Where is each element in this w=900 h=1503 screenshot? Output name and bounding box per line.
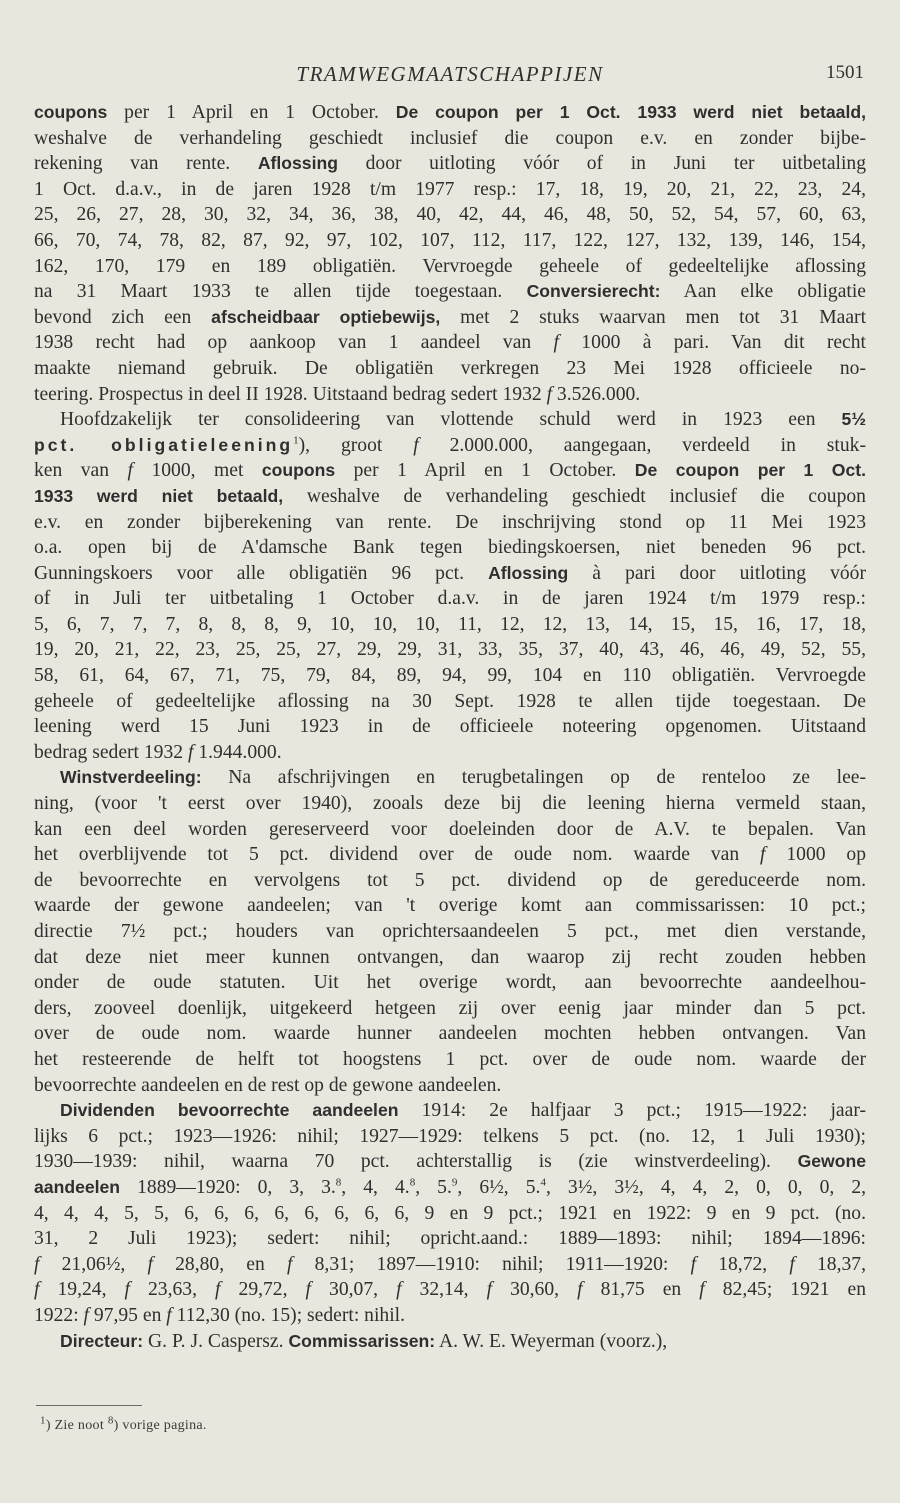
text-run: 1000 op [765,844,867,866]
florin-sign: f [34,1253,40,1275]
text-line [34,100,866,126]
text-line [34,1175,866,1201]
bold-term: Conversierecht: [526,281,661,302]
text-line [34,586,866,612]
text-run: 1000, met [132,460,262,482]
text-run: 1.944.000. [193,741,282,763]
text-line [34,740,866,766]
text-line [34,228,866,254]
text-line [34,1277,866,1303]
bold-term: Commissarissen: [288,1330,436,1351]
bold-term: coupons [34,102,108,122]
text-run: 29,72, [220,1279,306,1301]
text-line [34,126,866,152]
florin-sign: f [789,1253,795,1275]
text-line [34,177,866,203]
florin-sign: f [187,741,194,763]
text-run: o.a. open bij de A'damsche Bank tegen biedingskoersen, niet beneden 96 pct. [34,537,866,559]
text-run: 4, 4, 4, 5, 5, 6, 6, 6, 6, 6, 6, 6, 6, 9 en 9 pct.; 1921 en 1922: 9 en 9 pct. (no. [34,1202,866,1224]
footnote-text: ) Zie noot [45,1418,108,1433]
florin-sign: f [690,1253,697,1275]
text-run: weshalve de verhandeling geschiedt inclusief die coupon [283,485,866,507]
text-run: 32,14, [401,1279,487,1301]
florin-sign: f [577,1279,583,1301]
text-run: Gunningskoers voor alle obligatiën 96 pct. [34,562,489,584]
paragraph [34,765,866,1098]
footnote-tail: ) vorige pagina. [113,1418,207,1433]
florin-sign: f [553,332,559,354]
text-run: 81,75 en [582,1279,700,1301]
text-line [34,637,866,663]
text-line [34,356,866,382]
text-run: na 31 Maart 1933 te allen tijde toegestaan. [34,281,527,303]
footnote-marker: 1 [40,1414,46,1427]
text-run: 58, 61, 64, 67, 71, 75, 79, 84, 89, 94, 99, 104 en 110 obligatiën. Vervroegde [34,665,866,687]
text-run: lijks 6 pct.; 1923—1926: nihil; 1927—1929: telkens 5 pct. (no. 12, 1 Juli 1930); [34,1125,866,1147]
text-line [34,151,866,177]
florin-sign: f [215,1279,221,1301]
florin-sign: f [83,1304,89,1326]
text-run: teering. Prospectus in deel II 1928. Uitstaand bedrag sedert 1932 [34,383,547,405]
paragraph [34,407,866,765]
text-line [34,510,866,536]
text-line [34,1329,866,1355]
text-line [34,612,866,638]
text-run: ning, (voor 't eerst over 1940), zooals deze bij die leening hierna vermeld staan, [34,793,866,815]
text-run: of in Juli ter uitbetaling 1 October d.a.v. in de jaren 1924 t/m 1979 resp.: [34,588,866,610]
text-line [34,868,866,894]
text-run: , 6½, 5. [457,1176,541,1198]
florin-sign: f [760,844,766,866]
florin-sign: f [127,460,133,482]
text-line [34,407,866,433]
page-header [0,58,900,92]
bold-term: De coupon per 1 Oct. [634,460,866,481]
superscript: 4 [540,1176,546,1189]
text-run: 23,63, [129,1279,216,1301]
text-run: 2.000.000, aangegaan, verdeeld in stuk- [418,434,866,456]
running-title: TRAMWEGMAATSCHAPPIJEN [296,62,604,86]
text-line [34,254,866,280]
text-line [34,1073,866,1099]
text-line [34,817,866,843]
text-run: 25, 26, 27, 28, 30, 32, 34, 36, 38, 40, 42, 44, 46, 48, 50, 52, 54, 57, 60, 63, [34,204,866,226]
text-run: waarde der gewone aandeelen; van 't overige komt aan commissarissen: 10 pct.; [34,895,866,917]
text-line [34,1047,866,1073]
text-run: 5, 6, 7, 7, 7, 8, 8, 8, 9, 10, 10, 10, 11, 12, 12, 13, 14, 15, 15, 16, 17, 18, [34,613,866,635]
text-run: 162, 170, 179 en 189 obligatiën. Vervroegde geheele of gedeeltelijke aflossing [34,255,866,277]
text-run: 66, 70, 74, 78, 82, 87, 92, 97, 102, 107, 112, 117, 122, 127, 132, 139, 146, 154, [34,229,866,251]
text-line [34,919,866,945]
florin-sign: f [699,1279,705,1301]
florin-sign: f [147,1253,153,1275]
text-line [34,1303,866,1329]
text-run: 1889—1920: 0, 3, 3. [120,1176,336,1198]
text-run: 1000 à pari. Van dit recht [558,332,866,354]
paragraph [34,1329,866,1355]
text-run: ders, zooveel doenlijk, uitgekeerd hetgeen zij over eenig jaar minder dan 5 pct. [34,997,866,1019]
text-run: kan een deel worden gereserveerd voor doeleinden door de A.V. te bepalen. Van [34,818,866,840]
florin-sign: f [396,1279,402,1301]
text-run: bevond zich een [34,306,212,328]
text-run: 112,30 (no. 15); sedert: nihil. [171,1304,405,1326]
spaced-term: pct. obligatieleening [34,434,294,455]
text-line [34,893,866,919]
text-line [34,202,866,228]
text-line [34,842,866,868]
text-run: G. P. J. Caspersz. [143,1330,289,1352]
florin-sign: f [305,1279,311,1301]
text-run: Aan elke obligatie [660,281,866,303]
text-run: 19,24, [39,1279,125,1301]
footnote [40,1414,207,1434]
bold-term: Gewone [797,1151,866,1172]
text-run: directie 7½ pct.; houders van oprichtersaandeelen 5 pct., met dien verstande, [34,921,866,942]
text-run: à pari door uitloting vóór [568,562,866,584]
text-run: 1 Oct. d.a.v., in de jaren 1928 t/m 1977 resp.: 17, 18, 19, 20, 21, 22, 23, 24, [34,178,866,200]
bold-term: coupons [261,460,336,481]
florin-sign: f [34,1279,40,1301]
text-run: leening werd 15 Juni 1923 in de officieele noteering opgenomen. Uitstaand [34,716,866,738]
text-line [34,1201,866,1227]
text-run: 19, 20, 21, 22, 23, 25, 25, 27, 29, 29, 31, 33, 35, 37, 40, 43, 46, 46, 49, 52, 55, [34,639,866,661]
text-run: 21,06½, [39,1253,148,1275]
text-line [34,458,866,484]
bold-term: De coupon per 1 Oct. 1933 werd niet betaald, [395,102,866,122]
text-run: 8,31; 1897—1910: nihil; 1911—1920: [292,1253,691,1275]
superscript: 1 [293,434,299,447]
text-line [34,689,866,715]
text-run: 18,72, [696,1253,790,1275]
text-line [34,1252,866,1278]
text-line [34,1098,866,1124]
text-line [34,484,866,510]
text-run: , 5. [415,1176,452,1198]
bold-term: Directeur: [60,1330,144,1351]
text-line [34,765,866,791]
text-run: maakte niemand gebruik. De obligatiën verkregen 23 Mei 1928 officieele no- [34,357,866,379]
text-run: e.v. en zonder bijberekening van rente. De inschrijving stond op 11 Mei 1923 [34,511,866,533]
text-run: ), groot [298,434,414,456]
florin-sign: f [413,434,419,456]
text-line [34,382,866,408]
text-run: 82,45; 1921 en [704,1279,867,1301]
text-line [34,1021,866,1047]
text-run: geheele of gedeeltelijke aflossing na 30 Sept. 1928 te allen tijde toegestaan. De [34,690,866,712]
text-run: de bevoorrechte en vervolgens tot 5 pct. dividend op de gereduceerde nom. [34,869,866,891]
text-line [34,996,866,1022]
superscript: 8 [335,1176,342,1189]
text-run: Na afschrijvingen en terugbetalingen op de renteloo ze lee- [201,767,866,789]
florin-sign: f [286,1253,293,1275]
text-run: 31, 2 Juli 1923); sedert: nihil; opricht.aand.: 1889—1893: nihil; 1894—1896: [34,1228,866,1250]
text-line [34,330,866,356]
text-run: per 1 April en 1 October. [335,460,635,482]
florin-sign: f [546,383,553,405]
text-run: 30,07, [311,1279,397,1301]
bold-term: afscheidbaar optiebewijs, [211,306,441,327]
footnote-ref: 8 [107,1414,114,1427]
footnote-divider [36,1405,142,1406]
text-run: onder de oude statuten. Uit het overige wordt, aan bevoorrechte aandeelhou- [34,972,866,994]
text-run: 18,37, [794,1253,866,1275]
text-line [34,791,866,817]
text-line [34,1149,866,1175]
text-line [34,279,866,305]
text-run: 1922: [34,1304,84,1326]
text-run: 30,60, [492,1279,578,1301]
text-run: bevoorrechte aandeelen en de rest op de gewone aandeelen. [34,1074,502,1096]
florin-sign: f [124,1279,130,1301]
text-line [34,433,866,459]
paragraph [34,100,866,407]
bold-term: Dividenden bevoorrechte aandeelen [60,1100,399,1121]
text-run: Hoofdzakelijk ter consolideering van vlottende schuld werd in 1923 een [60,409,842,431]
text-line [34,561,866,587]
text-run: rekening van rente. [34,153,258,175]
text-run: het resteerende de helft tot hoogstens 1 pct. over de oude nom. waarde der [34,1048,866,1070]
bold-term: Aflossing [257,153,338,174]
text-run: , 4, 4. [341,1176,410,1198]
text-run: A. W. E. Weyerman (voorz.), [435,1330,668,1352]
text-run: 97,95 en [88,1304,167,1326]
text-run: over de oude nom. waarde hunner aandeelen mochten hebben ontvangen. Van [34,1023,866,1045]
text-run: het overblijvende tot 5 pct. dividend over de oude nom. waarde van [34,844,761,866]
text-line [34,535,866,561]
text-run: 1938 recht had op aankoop van 1 aandeel van [34,332,554,354]
text-run: 3.526.000. [552,383,641,405]
bold-term: aandeelen [34,1176,121,1197]
text-run: , 3½, 3½, 4, 4, 2, 0, 0, 0, 2, [545,1176,867,1198]
florin-sign: f [486,1279,493,1301]
bold-term: Winstverdeeling: [60,767,202,788]
paragraph [34,1098,866,1328]
text-run: bedrag sedert 1932 [34,741,188,763]
text-run: met 2 stuks waarvan men tot 31 Maart [440,306,867,328]
text-run: per 1 April en 1 October. [107,102,396,123]
text-run: ken van [34,460,128,482]
text-line [34,663,866,689]
superscript: 8 [409,1176,416,1189]
text-line [34,305,866,331]
superscript: 9 [451,1176,458,1189]
bold-term: Aflossing [488,562,569,583]
text-line [34,1226,866,1252]
bold-term: 1933 werd niet betaald, [34,485,284,506]
body-text [34,100,866,1354]
text-run: 1914: 2e halfjaar 3 pct.; 1915—1922: jaar- [398,1100,866,1122]
text-run: dat deze niet meer kunnen ontvangen, dan waarop zij recht zouden hebben [34,946,866,968]
text-line [34,970,866,996]
text-run: 28,80, en [152,1253,287,1275]
text-run: weshalve de verhandeling geschiedt inclusief die coupon e.v. en zonder bijbe- [34,127,866,149]
florin-sign: f [166,1304,172,1326]
text-line [34,1124,866,1150]
text-run: 1930—1939: nihil, waarna 70 pct. achterstallig is (zie winstverdeeling). [34,1151,798,1173]
text-run: door uitloting vóór of in Juni ter uitbetaling [337,153,866,175]
bold-term: 5½ [841,409,866,430]
page-number: 1501 [826,62,864,83]
text-line [34,714,866,740]
text-line [34,945,866,971]
